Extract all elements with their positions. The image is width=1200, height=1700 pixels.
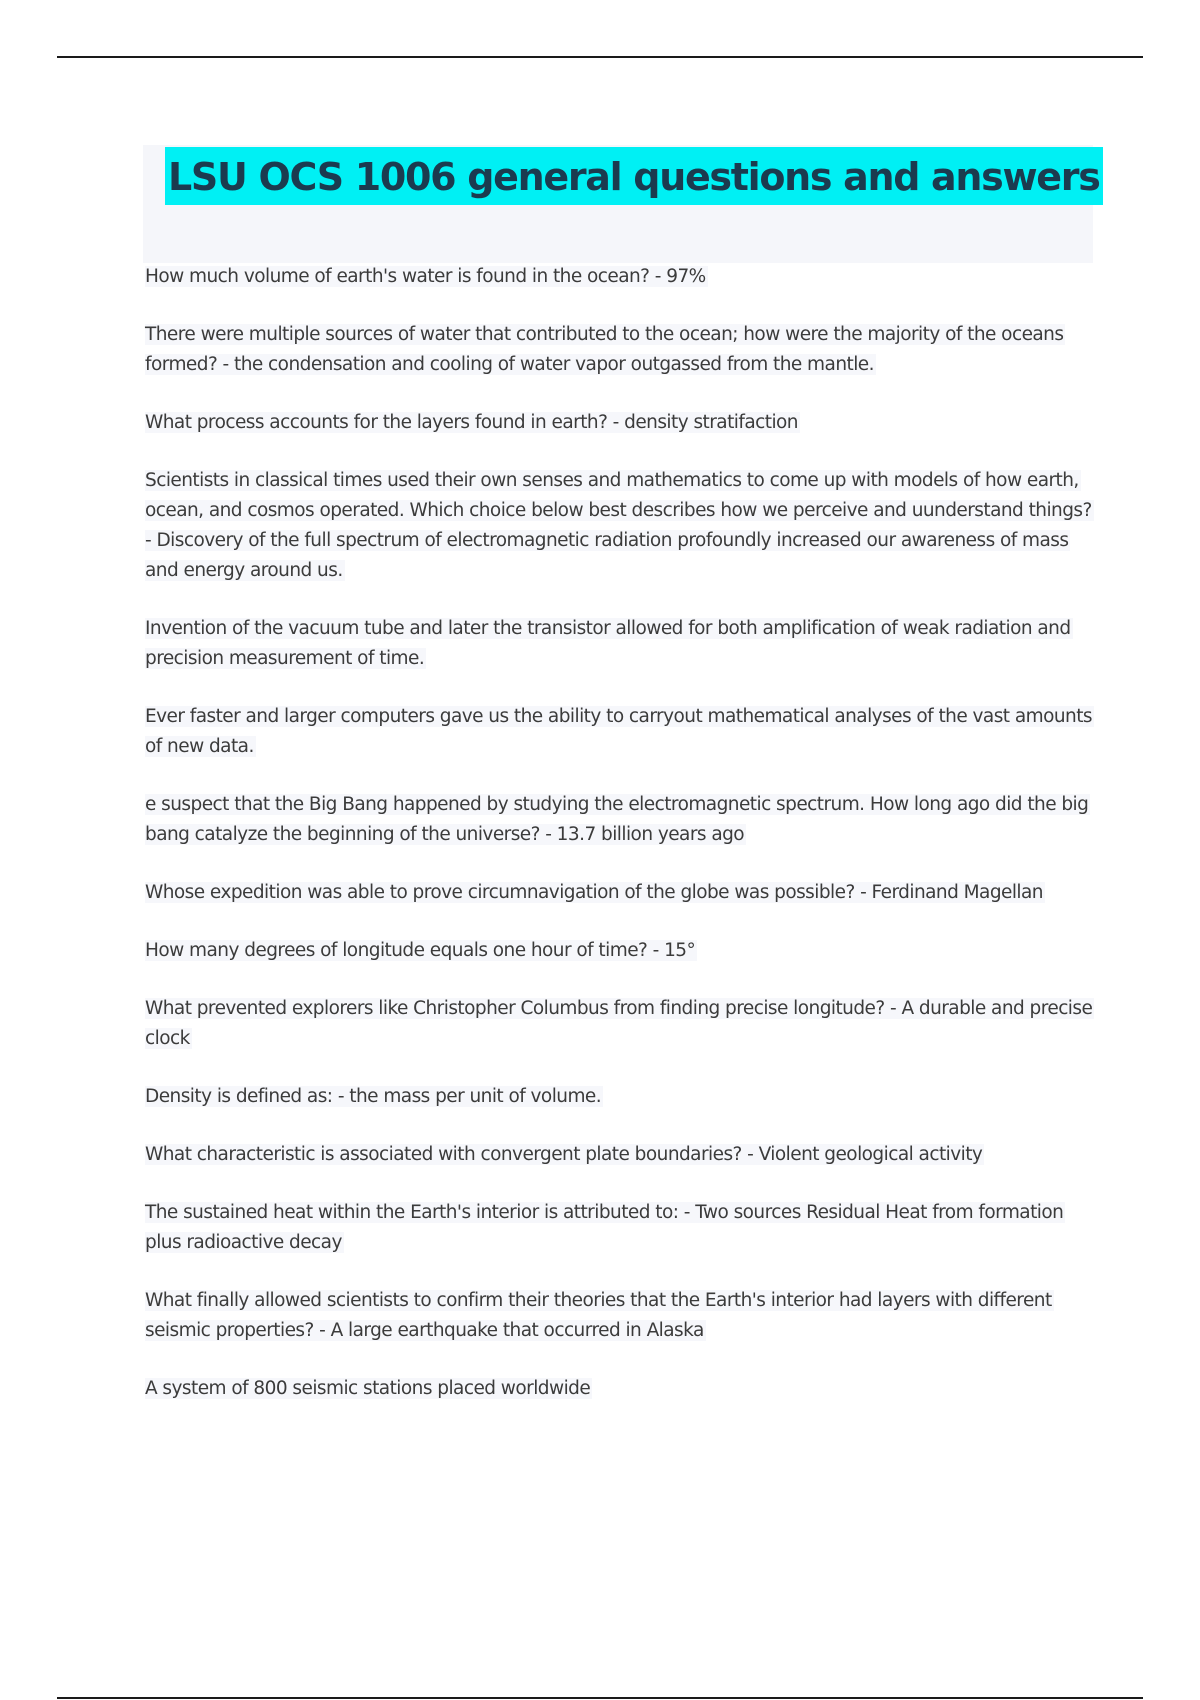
qa-item-text: Whose expedition was able to prove circumnavigation of the globe was possible? - Ferdinand Magellan (145, 882, 1043, 903)
qa-item-text: The sustained heat within the Earth's interior is attributed to: - Two sources Residual Heat from formation plus radioactive decay (145, 1202, 1064, 1253)
qa-item-text: What finally allowed scientists to confirm their theories that the Earth's interior had layers with different seismic properties? - A large earthquake that occurred in Alaska (145, 1290, 1052, 1341)
qa-item-text: How much volume of earth's water is found in the ocean? - 97% (145, 266, 706, 287)
qa-item (145, 790, 1095, 850)
qa-item-text: Ever faster and larger computers gave us the ability to carryout mathematical analyses of the vast amounts of new data. (145, 706, 1092, 757)
qa-item-text: How many degrees of longitude equals one hour of time? - 15° (145, 940, 696, 961)
qa-item-text: Density is defined as: - the mass per unit of volume. (145, 1086, 602, 1107)
document-title: LSU OCS 1006 general questions and answers (165, 147, 1103, 205)
qa-item (145, 994, 1095, 1054)
qa-item-text: What characteristic is associated with convergent plate boundaries? - Violent geological activity (145, 1144, 983, 1165)
qa-item-text: There were multiple sources of water that contributed to the ocean; how were the majority of the oceans formed? - the condensation and cooling of water vapor outgassed from the mantle. (145, 324, 1064, 375)
qa-item (145, 1082, 1095, 1112)
qa-item (145, 320, 1095, 380)
qa-item (145, 262, 1095, 292)
qa-item-text: Invention of the vacuum tube and later the transistor allowed for both amplification of weak radiation and precision measurement of time. (145, 618, 1071, 669)
qa-item (145, 936, 1095, 966)
qa-item (145, 614, 1095, 674)
qa-item (145, 408, 1095, 438)
qa-item (145, 702, 1095, 762)
qa-item-text: e suspect that the Big Bang happened by studying the electromagnetic spectrum. How long ago did the big bang catalyze the beginning of the universe? - 13.7 billion years ago (145, 794, 1089, 845)
qa-item (145, 1140, 1095, 1170)
qa-item (145, 1198, 1095, 1258)
qa-item-text: A system of 800 seismic stations placed worldwide (145, 1378, 591, 1399)
qa-item (145, 1374, 1095, 1404)
bottom-rule (57, 1697, 1143, 1699)
qa-item-text: What process accounts for the layers found in earth? - density stratifaction (145, 412, 798, 433)
qa-item-text: What prevented explorers like Christopher Columbus from finding precise longitude? - A durable and precise clock (145, 998, 1093, 1049)
qa-item (145, 878, 1095, 908)
top-rule (57, 56, 1143, 58)
qa-item-text: Scientists in classical times used their own senses and mathematics to come up with models of how earth, ocean, and cosmos operated. Which choice below best describes how we perceive and uunderstand things? - Discovery of the full spectrum of electromagnetic radiation profoundly increased our awareness of mass and energy around us. (145, 470, 1092, 581)
qa-list (145, 262, 1095, 1432)
qa-item (145, 466, 1095, 586)
qa-item (145, 1286, 1095, 1346)
